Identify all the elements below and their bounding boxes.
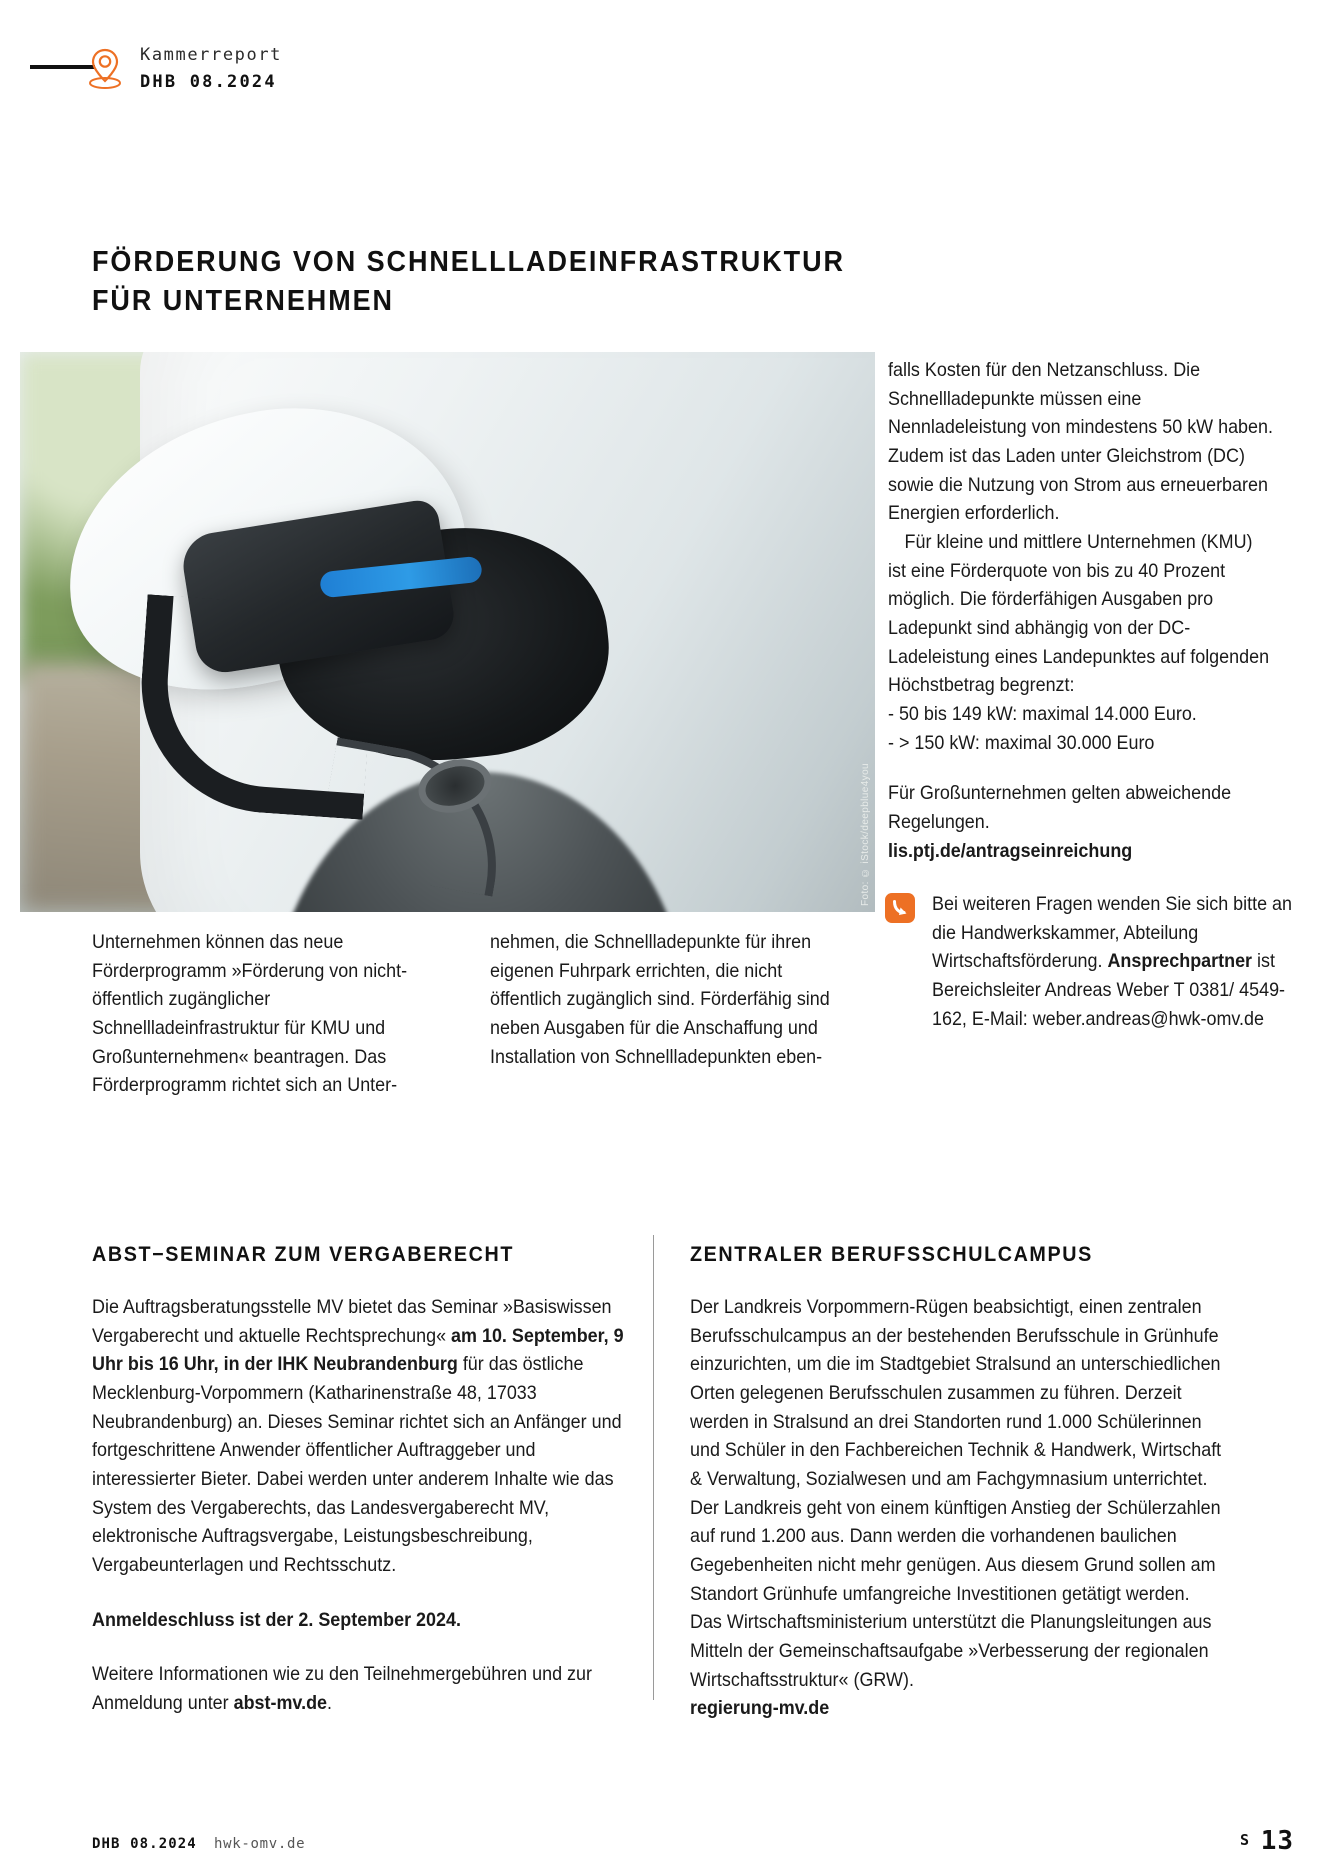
page-header — [0, 22, 1326, 92]
right-col-para-2: Für kleine und mittlere Unternehmen (KMU) ist eine Förderquote von bis zu 40 Prozent möglich. Die förderfähigen Ausgaben pro Ladepunkt sind abhängig von der DC-Ladeleistung eines Landepunktes auf folgenden Höchstbetrag begrenzt: — [888, 530, 1270, 697]
article-right-column — [888, 356, 1274, 865]
headline-line-2: FÜR UNTERNEHMEN — [92, 284, 394, 317]
abst-spacer-2 — [92, 1634, 626, 1660]
article-photo — [20, 352, 875, 912]
abst-para-1 — [92, 1293, 626, 1580]
column-divider — [653, 1235, 654, 1700]
section-body-abst — [92, 1293, 626, 1718]
curved-arrow-icon — [885, 893, 915, 923]
header-rule — [30, 65, 95, 69]
section-body-berufsschulcampus — [690, 1293, 1224, 1723]
section-heading-berufsschulcampus: ZENTRALER BERUFSSCHULCAMPUS — [690, 1243, 1093, 1266]
footer-page-prefix: S — [1240, 1831, 1251, 1849]
contact-text — [932, 890, 1318, 1033]
section-heading-abst: ABST−SEMINAR ZUM VERGABERECHT — [92, 1243, 514, 1266]
abst-para-3 — [92, 1660, 626, 1717]
article-column-b — [490, 928, 830, 1071]
right-col-para-1: falls Kosten für den Netzanschluss. Die Schnellladepunkte müssen eine Nennladeleistung von mindestens 50 kW haben. Zudem ist das Laden unter Gleichstrom (DC) sowie die Nutzung von Strom aus erneuerbaren Energien erforderlich. — [888, 359, 1273, 525]
headline-line-1: FÖRDERUNG VON SCHNELLLADEINFRASTRUKTUR — [92, 246, 845, 278]
header-kicker: Kammerreport — [140, 45, 283, 65]
photo-credit: Foto: © iStock/deepblue4you — [860, 763, 871, 906]
contact-text-part-2: ist Bereichsleiter Andreas Weber T 0381/ 4549-162, E-Mail: weber.andreas@hwk-omv.de — [932, 950, 1286, 1030]
right-col-para-3: Für Großunternehmen gelten abweichende Regelungen. — [888, 782, 1232, 833]
contact-block — [888, 890, 1308, 1033]
header-titles — [140, 44, 282, 92]
abst-para-3-b: . — [327, 1691, 332, 1714]
abst-link[interactable]: abst-mv.de — [233, 1691, 328, 1714]
right-col-bullet-2: - > 150 kW: maximal 30.000 Euro — [888, 731, 1155, 754]
location-pin-icon — [88, 46, 122, 90]
right-col-bullet-1: - 50 bis 149 kW: maximal 14.000 Euro. — [888, 702, 1197, 725]
contact-text-part-1: Bei weiteren Fragen wenden Sie sich bitte an die Handwerkskammer, Abteilung Wirtschaftsförderung. — [932, 893, 1293, 973]
contact-role-label: Ansprechpartner — [1107, 950, 1253, 973]
abst-seminar-date: am 10. September, 9 Uhr bis 16 Uhr, in der IHK Neubrandenburg — [92, 1324, 624, 1376]
column-b-text: nehmen, die Schnellladepunkte für ihren eigenen Fuhrpark errichten, die nicht öffentlich zugänglich sind. Förderfähig sind neben Ausgaben für die Anschaffung und Installation von Schnellladepunkten eben- — [490, 931, 830, 1068]
abst-para-1-b: für das östliche Mecklenburg-Vorpommern (Katharinenstraße 48, 17033 Neubrandenburg) an. Dieses Seminar richtet sich an Anfänger und fortgeschrittene Anwender öffentlicher Auftraggeber und interessierter Bieter. Dabei werden unter anderem Inhalte wie das System des Vergaberechts, das Landesvergaberecht MV, elektronische Auftragsvergabe, Leistungsbeschreibung, Vergabeunterlagen und Rechtsschutz. — [92, 1353, 622, 1576]
campus-link[interactable]: regierung-mv.de — [690, 1697, 830, 1720]
campus-para-1: Der Landkreis Vorpommern-Rügen beabsichtigt, einen zentralen Berufsschulcampus an der bestehenden Berufsschule in Grünhufe einzurichten, um die im Stadtgebiet Stralsund an unterschiedlichen Orten gelegenen Berufsschulen zusammen zu führen. Derzeit werden in Stralsund an drei Standorten rund 1.000 Schülerinnen und Schüler in den Fachbereichen Technik & Handwerk, Wirtschaft & Verwaltung, Sozialwesen und am Fachgymnasium unterrichtet. Der Landkreis geht von einem künftigen Anstieg der Schülerzahlen auf rund 1.200 aus. Dann werden die vorhandenen baulichen Gegebenheiten nicht mehr genügen. Aus diesem Grund sollen am Standort Grünhufe umfangreiche Investitionen getätigt werden. Das Wirtschaftsministerium unterstützt die Planungsleitungen aus Mitteln der Gemeinschaftsaufgabe »Verbesserung der regionalen Wirtschaftsstruktur« (GRW). — [690, 1296, 1222, 1691]
abst-deadline — [92, 1606, 626, 1635]
abst-para-3-a: Weitere Informationen wie zu den Teilnehmergebühren und zur Anmeldung unter — [92, 1663, 592, 1714]
article-column-a — [92, 928, 432, 1100]
article-headline — [92, 243, 1022, 320]
footer-page-value: 13 — [1260, 1826, 1294, 1856]
right-col-spacer — [888, 757, 1274, 779]
header-issue: DHB 08.2024 — [140, 71, 277, 92]
abst-deadline-text: Anmeldeschluss ist der 2. September 2024. — [92, 1608, 461, 1631]
right-col-link[interactable]: lis.ptj.de/antragseinreichung — [888, 839, 1133, 862]
abst-spacer-1 — [92, 1580, 626, 1606]
footer-issue: DHB 08.2024 — [92, 1836, 197, 1852]
column-a-text: Unternehmen können das neue Förderprogramm »Förderung von nicht-öffentlich zugänglicher Schnellladeinfrastruktur für KMU und Großunternehmen« beantragen. Das Förderprogramm richtet sich an Unter- — [92, 931, 408, 1097]
abst-para-1-a: Die Auftragsberatungsstelle MV bietet das Seminar »Basiswissen Vergaberecht und aktuelle Rechtsprechung« — [92, 1296, 612, 1347]
footer-page-number — [1240, 1826, 1294, 1856]
footer-url[interactable]: hwk-omv.de — [214, 1836, 306, 1852]
